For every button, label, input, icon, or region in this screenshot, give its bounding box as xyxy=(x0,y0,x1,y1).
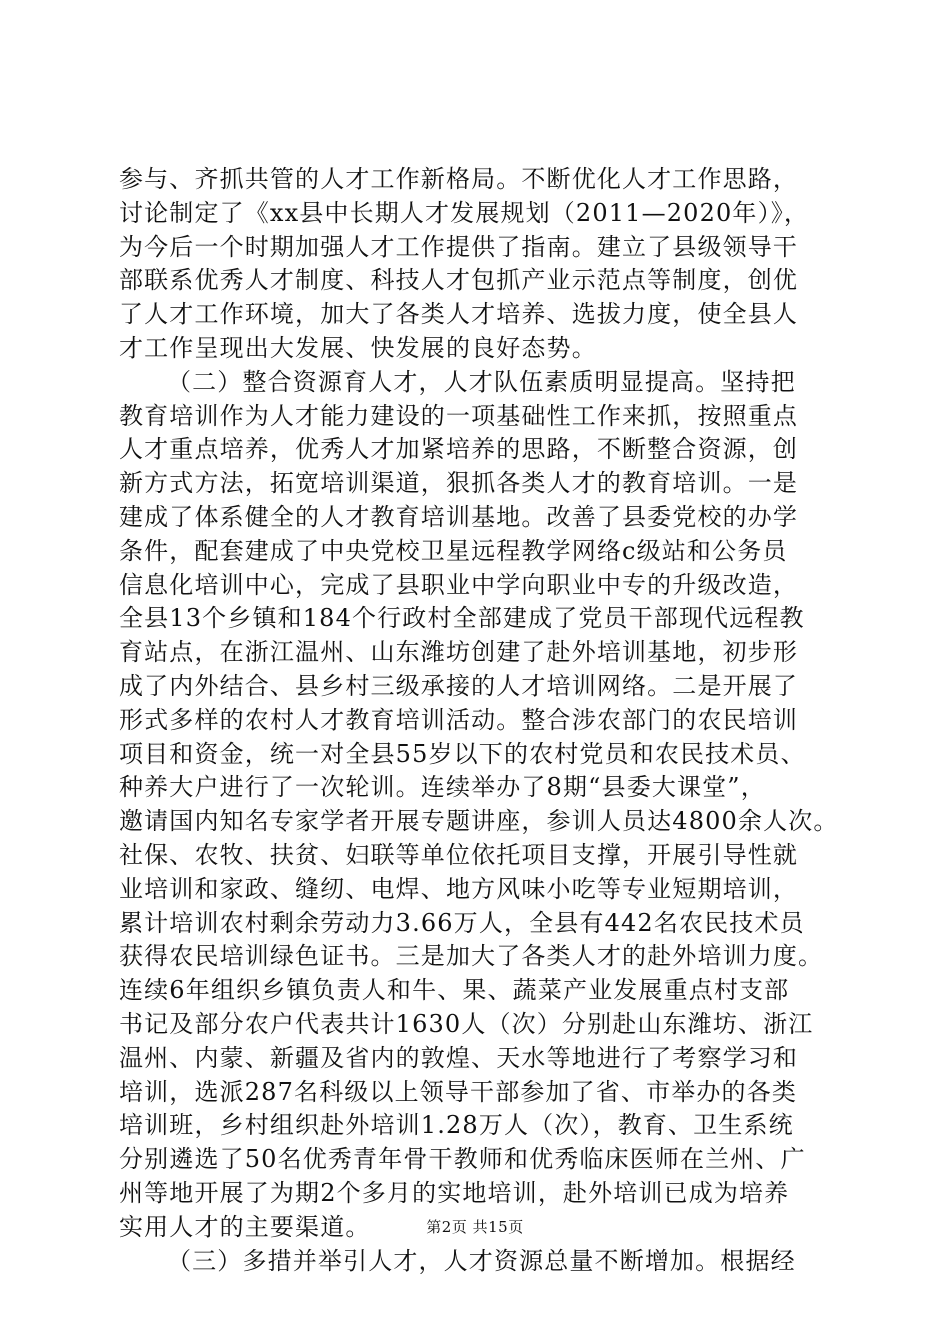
text-line: 参与、齐抓共管的人才工作新格局。不断优化人才工作思路， xyxy=(119,165,799,193)
text-line: 连续6年组织乡镇负责人和牛、果、蔬菜产业发展重点村支部 xyxy=(119,976,790,1005)
text-line: 人才重点培养，优秀人才加紧培养的思路，不断整合资源，创 xyxy=(119,435,799,464)
text-line: 温州、内蒙、新疆及省内的敦煌、天水等地进行了考察学习和 xyxy=(119,1043,799,1072)
body-text xyxy=(119,163,839,1278)
text-line: 形式多样的农村人才教育培训活动。整合涉农部门的农民培训 xyxy=(119,705,799,734)
text-line: 累计培训农村剩余劳动力3.66万人，全县有442名农民技术员 xyxy=(119,908,805,937)
text-line: 项目和资金，统一对全县55岁以下的农村党员和农民技术员、 xyxy=(119,739,806,768)
section-heading-line: （二）整合资源育人才，人才队伍素质明显提高。坚持把 xyxy=(167,367,796,396)
text-line: 邀请国内知名专家学者开展专题讲座，参训人员达4800余人次。 xyxy=(119,807,839,836)
text-line: 教育培训作为人才能力建设的一项基础性工作来抓，按照重点 xyxy=(119,401,799,430)
text-line: 实用人才的主要渠道。 xyxy=(119,1212,371,1241)
text-line: 信息化培训中心，完成了县职业中学向职业中专的升级改造， xyxy=(119,570,799,599)
section-heading-line: （三）多措并举引人才，人才资源总量不断增加。根据经 xyxy=(167,1246,796,1275)
text-line: 育站点，在浙江温州、山东潍坊创建了赴外培训基地，初步形 xyxy=(119,638,799,667)
text-line: 获得农民培训绿色证书。三是加大了各类人才的赴外培训力度。 xyxy=(119,942,824,971)
text-line: 为今后一个时期加强人才工作提供了指南。建立了县级领导干 xyxy=(119,232,799,261)
text-line: 种养大户进行了一次轮训。连续举办了8期“县委大课堂”， xyxy=(119,773,766,802)
text-line: 州等地开展了为期2个多月的实地培训，赴外培训已成为培养 xyxy=(119,1178,790,1207)
text-line: 培训班，乡村组织赴外培训1.28万人（次），教育、卫生系统 xyxy=(119,1111,794,1140)
text-line: 全县13个乡镇和184个行政村全部建成了党员干部现代远程教 xyxy=(119,604,805,633)
text-line: 才工作呈现出大发展、快发展的良好态势。 xyxy=(119,333,597,362)
text-line: 了人才工作环境，加大了各类人才培养、选拔力度，使全县人 xyxy=(119,300,799,329)
text-line: 建成了体系健全的人才教育培训基地。改善了县委党校的办学 xyxy=(119,502,799,531)
text-line: 成了内外结合、县乡村三级承接的人才培训网络。二是开展了 xyxy=(119,671,799,700)
text-line: 条件，配套建成了中央党校卫星远程教学网络c级站和公务员 xyxy=(119,536,788,565)
text-line: 部联系优秀人才制度、科技人才包抓产业示范点等制度，创优 xyxy=(119,266,799,295)
text-line: 新方式方法，拓宽培训渠道，狠抓各类人才的教育培训。一是 xyxy=(119,469,799,498)
text-line: 讨论制定了《xx县中长期人才发展规划（2011—2020年）》， xyxy=(119,198,810,227)
text-line: 业培训和家政、缝纫、电焊、地方风味小吃等专业短期培训， xyxy=(119,874,799,903)
text-line: 分别遴选了50名优秀青年骨干教师和优秀临床医师在兰州、广 xyxy=(119,1145,806,1174)
text-line: 书记及部分农户代表共计1630人（次）分别赴山东潍坊、浙江 xyxy=(119,1009,814,1038)
page-number-footer: 第2页 共15页 xyxy=(426,1218,524,1236)
text-line: 社保、农牧、扶贫、妇联等单位依托项目支撑，开展引导性就 xyxy=(119,840,799,869)
text-line: 培训，选派287名科级以上领导干部参加了省、市举办的各类 xyxy=(119,1077,798,1106)
